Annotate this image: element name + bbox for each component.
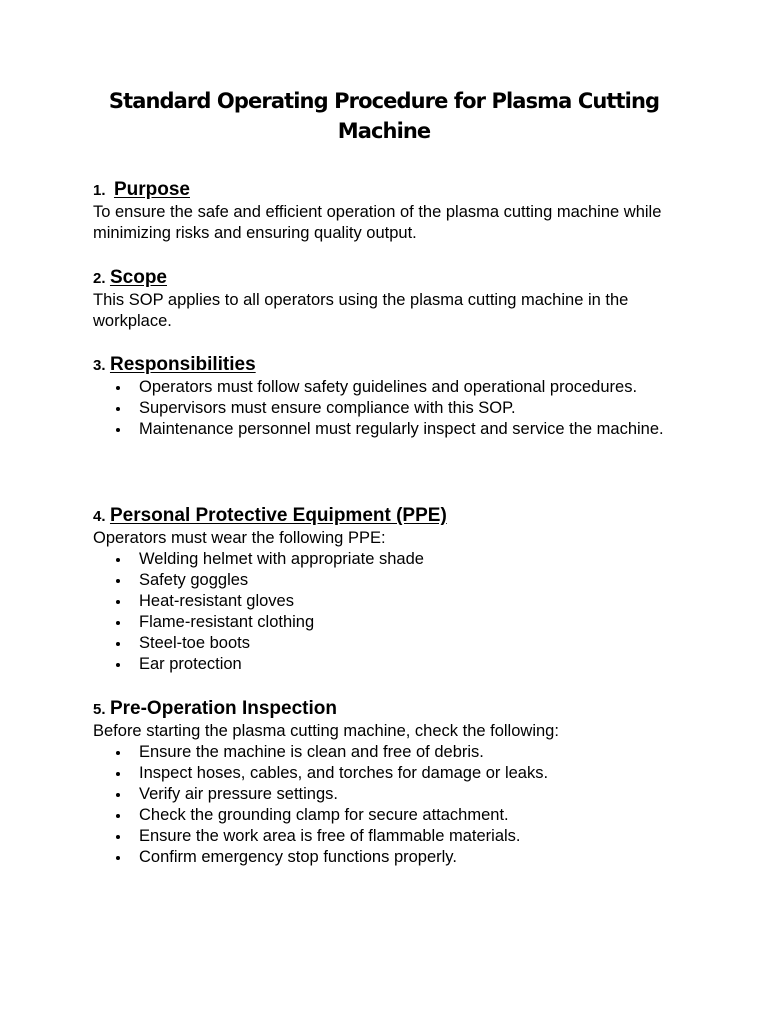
list-item-text: Maintenance personnel must regularly inspect and service the machine. bbox=[139, 420, 664, 438]
section-purpose bbox=[93, 178, 683, 244]
section-heading bbox=[93, 697, 683, 721]
section-title: Pre-Operation Inspection bbox=[109, 698, 337, 719]
bullet-icon bbox=[116, 663, 120, 667]
section-number: 1. bbox=[93, 182, 106, 199]
list-item bbox=[93, 633, 683, 654]
section-pre-operation-inspection bbox=[93, 697, 683, 868]
section-heading bbox=[93, 353, 683, 377]
bullet-list bbox=[93, 742, 683, 868]
list-item bbox=[93, 612, 683, 633]
section-scope bbox=[93, 266, 683, 332]
section-number: 2. bbox=[93, 270, 106, 287]
list-item bbox=[93, 805, 683, 826]
list-item-text: Inspect hoses, cables, and torches for damage or leaks. bbox=[139, 764, 549, 782]
list-item-text: Flame-resistant clothing bbox=[139, 613, 315, 631]
bullet-icon bbox=[116, 793, 120, 797]
list-item-text: Verify air pressure settings. bbox=[139, 785, 338, 803]
bullet-icon bbox=[116, 558, 120, 562]
bullet-icon bbox=[116, 835, 120, 839]
bullet-icon bbox=[116, 579, 120, 583]
document-title: Standard Operating Procedure for Plasma Cutting Machine bbox=[108, 89, 660, 143]
list-item bbox=[93, 784, 683, 805]
list-item bbox=[93, 549, 683, 570]
list-item-text: Heat-resistant gloves bbox=[139, 592, 294, 610]
list-item-text: Confirm emergency stop functions properly. bbox=[139, 848, 457, 866]
list-item-text: Steel-toe boots bbox=[139, 634, 250, 652]
section-ppe bbox=[93, 504, 683, 675]
section-intro: Operators must wear the following PPE: bbox=[93, 529, 386, 547]
bullet-icon bbox=[116, 642, 120, 646]
list-item bbox=[93, 847, 683, 868]
list-item bbox=[93, 763, 683, 784]
section-heading bbox=[93, 504, 683, 528]
section-title: Scope bbox=[109, 267, 167, 288]
list-item-text: Check the grounding clamp for secure attachment. bbox=[139, 806, 509, 824]
bullet-icon bbox=[116, 428, 120, 432]
list-item bbox=[93, 826, 683, 847]
list-item-text: Ear protection bbox=[139, 655, 242, 673]
section-title: Personal Protective Equipment (PPE) bbox=[109, 505, 447, 526]
section-title: Responsibilities bbox=[109, 354, 256, 375]
bullet-icon bbox=[116, 751, 120, 755]
section-heading bbox=[93, 178, 683, 202]
list-item bbox=[93, 398, 683, 419]
section-number: 3. bbox=[93, 357, 106, 374]
list-item-text: Operators must follow safety guidelines and operational procedures. bbox=[139, 378, 638, 396]
section-body: This SOP applies to all operators using the plasma cutting machine in the workplace. bbox=[93, 291, 629, 330]
bullet-icon bbox=[116, 600, 120, 604]
section-title: Purpose bbox=[113, 179, 190, 200]
list-item bbox=[93, 591, 683, 612]
list-item bbox=[93, 377, 683, 398]
bullet-icon bbox=[116, 621, 120, 625]
bullet-icon bbox=[116, 407, 120, 411]
bullet-list bbox=[93, 549, 683, 675]
list-item-text: Ensure the machine is clean and free of debris. bbox=[139, 743, 484, 761]
section-responsibilities bbox=[93, 353, 683, 440]
list-item-text: Ensure the work area is free of flammable materials. bbox=[139, 827, 521, 845]
section-intro: Before starting the plasma cutting machine, check the following: bbox=[93, 722, 559, 740]
section-body: To ensure the safe and efficient operation of the plasma cutting machine while minimizing risks and ensuring quality output. bbox=[93, 203, 662, 242]
list-item bbox=[93, 419, 683, 440]
bullet-icon bbox=[116, 856, 120, 860]
section-heading bbox=[93, 266, 683, 290]
bullet-icon bbox=[116, 814, 120, 818]
list-item-text: Welding helmet with appropriate shade bbox=[139, 550, 424, 568]
bullet-list bbox=[93, 377, 683, 440]
bullet-icon bbox=[116, 772, 120, 776]
section-number: 4. bbox=[93, 508, 106, 525]
list-item bbox=[93, 654, 683, 675]
bullet-icon bbox=[116, 386, 120, 390]
list-item bbox=[93, 570, 683, 591]
section-number: 5. bbox=[93, 701, 106, 718]
list-item bbox=[93, 742, 683, 763]
list-item-text: Supervisors must ensure compliance with this SOP. bbox=[139, 399, 516, 417]
list-item-text: Safety goggles bbox=[139, 571, 249, 589]
